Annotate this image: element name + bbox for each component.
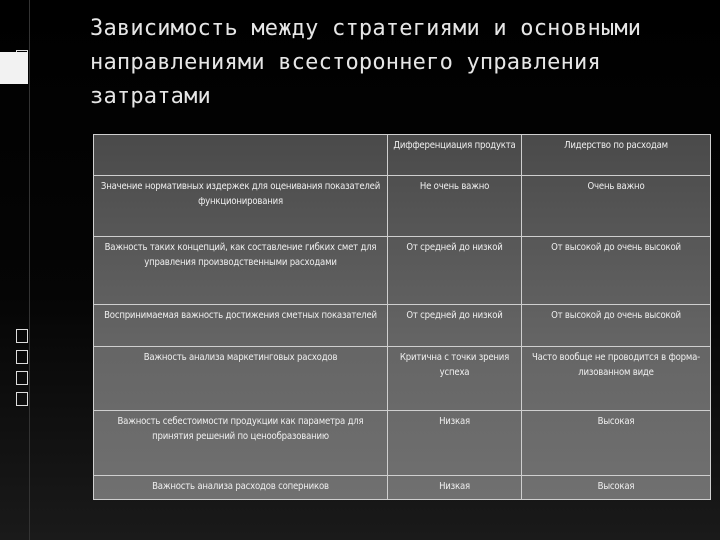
decorative-vertical-line xyxy=(29,0,30,540)
decorative-square-4 xyxy=(16,392,28,406)
table-row xyxy=(94,347,711,411)
row-value-differentiation: От средней до низкой xyxy=(388,305,522,347)
row-value-cost-leadership: Часто вообще не проводится в форма-лизованном виде xyxy=(522,347,711,411)
table-row xyxy=(94,176,711,237)
slide-title: Зависимость между стратегиями и основными направлениями всестороннего управления затратами xyxy=(90,16,642,109)
table-row xyxy=(94,237,711,305)
row-label: Значение нормативных издержек для оценивания показателей функционирования xyxy=(94,176,388,237)
row-value-differentiation: Низкая xyxy=(388,411,522,476)
header-cell-empty xyxy=(94,135,388,176)
row-value-cost-leadership: Высокая xyxy=(522,476,711,500)
table-row xyxy=(94,476,711,500)
table-row xyxy=(94,411,711,476)
row-label: Важность себестоимости продукции как параметра для принятия решений по ценообразованию xyxy=(94,411,388,476)
table-row xyxy=(94,305,711,347)
comparison-table xyxy=(93,134,711,500)
decorative-bar-top xyxy=(0,52,28,84)
row-value-cost-leadership: Высокая xyxy=(522,411,711,476)
header-cell-cost-leadership: Лидерство по расходам xyxy=(522,135,711,176)
decorative-square-1 xyxy=(16,329,28,343)
row-value-differentiation: Низкая xyxy=(388,476,522,500)
row-value-differentiation: От средней до низкой xyxy=(388,237,522,305)
table-header-row xyxy=(94,135,711,176)
row-label: Важность таких концепций, как составление гибких смет для управления производственными расходами xyxy=(94,237,388,305)
row-label: Воспринимаемая важность достижения сметных показателей xyxy=(94,305,388,347)
row-value-cost-leadership: От высокой до очень высокой xyxy=(522,237,711,305)
row-value-cost-leadership: Очень важно xyxy=(522,176,711,237)
decorative-square-3 xyxy=(16,371,28,385)
row-label: Важность анализа маркетинговых расходов xyxy=(94,347,388,411)
row-value-cost-leadership: От высокой до очень высокой xyxy=(522,305,711,347)
row-value-differentiation: Не очень важно xyxy=(388,176,522,237)
row-label: Важность анализа расходов соперников xyxy=(94,476,388,500)
row-value-differentiation: Критична с точки зрения успеха xyxy=(388,347,522,411)
decorative-square-2 xyxy=(16,350,28,364)
header-cell-differentiation: Дифференциация продукта xyxy=(388,135,522,176)
